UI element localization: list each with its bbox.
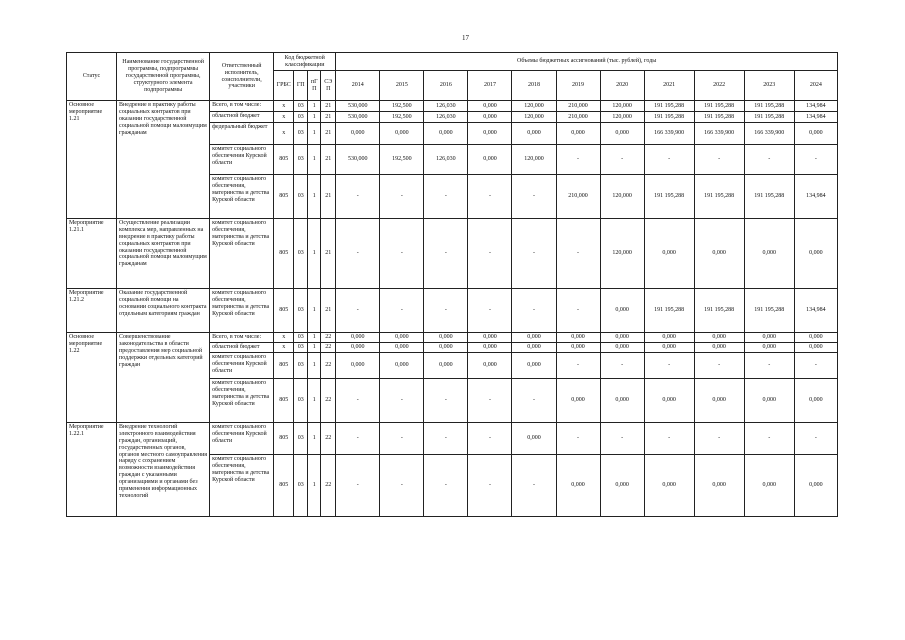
value-cell: - [600, 423, 644, 455]
value-cell: - [512, 379, 556, 423]
name-cell: Внедрение в практику работы социальных контрактов при оказании государственной социальной помощи малоимущим гражданам [117, 101, 210, 219]
value-cell: 0,000 [468, 353, 512, 379]
budget-table [66, 52, 838, 517]
value-cell: - [468, 455, 512, 517]
value-cell: - [424, 423, 468, 455]
value-cell: 0,000 [468, 123, 512, 145]
value-cell: 21 [321, 219, 336, 289]
value-cell: - [468, 379, 512, 423]
value-cell: 530,000 [336, 145, 380, 175]
value-cell: 210,000 [556, 112, 600, 123]
value-cell: - [512, 289, 556, 333]
value-cell: 0,000 [336, 123, 380, 145]
responsible-cell: Всего, в том числе: [210, 101, 274, 112]
value-cell: 1 [308, 379, 321, 423]
value-cell: 210,000 [556, 175, 600, 219]
value-cell: 1 [308, 333, 321, 343]
value-cell: 0,000 [600, 123, 644, 145]
value-cell: 805 [274, 423, 294, 455]
table-row [67, 333, 838, 343]
value-cell: 120,000 [512, 145, 556, 175]
value-cell: 0,000 [644, 219, 694, 289]
value-cell: 191 195,288 [694, 289, 744, 333]
value-cell: - [600, 145, 644, 175]
value-cell: 1 [308, 112, 321, 123]
value-cell: 0,000 [794, 123, 837, 145]
value-cell: 192,500 [380, 145, 424, 175]
status-cell: Основное мероприятие 1.21 [67, 101, 117, 219]
responsible-cell: комитет социального обеспечения, материнства и детства Курской области [210, 175, 274, 219]
value-cell: - [694, 353, 744, 379]
responsible-cell: комитет социального обеспечения Курской области [210, 353, 274, 379]
value-cell: 1 [308, 101, 321, 112]
value-cell: 0,000 [556, 455, 600, 517]
value-cell: 03 [294, 333, 308, 343]
value-cell: - [744, 423, 794, 455]
value-cell: 0,000 [336, 343, 380, 353]
value-cell: 03 [294, 455, 308, 517]
value-cell: x [274, 343, 294, 353]
value-cell: - [336, 423, 380, 455]
value-cell: 22 [321, 353, 336, 379]
value-cell: 0,000 [744, 333, 794, 343]
value-cell: 0,000 [468, 333, 512, 343]
header-year: 2018 [512, 71, 556, 101]
value-cell: - [468, 219, 512, 289]
header-code-col: пГП [308, 71, 321, 101]
value-cell: 126,030 [424, 101, 468, 112]
value-cell: 03 [294, 175, 308, 219]
value-cell: 0,000 [744, 343, 794, 353]
value-cell: - [468, 175, 512, 219]
value-cell: 1 [308, 219, 321, 289]
value-cell: 0,000 [380, 123, 424, 145]
responsible-cell: федеральный бюджет [210, 123, 274, 145]
value-cell: - [380, 379, 424, 423]
value-cell: 191 195,288 [694, 112, 744, 123]
value-cell: 0,000 [556, 333, 600, 343]
value-cell: - [336, 175, 380, 219]
value-cell: 0,000 [644, 455, 694, 517]
value-cell: 0,000 [336, 353, 380, 379]
name-cell: Осуществление реализации комплекса мер, направленных на внедрение в практику работы социальных контрактов при оказании государственной социальной помощи малоимущим гражданам [117, 219, 210, 289]
value-cell: - [424, 455, 468, 517]
value-cell: 191 195,288 [744, 101, 794, 112]
value-cell: 21 [321, 145, 336, 175]
header-responsible: Ответственный исполнитель, соисполнители, участники [210, 53, 274, 101]
responsible-cell: областной бюджет [210, 343, 274, 353]
value-cell: 191 195,288 [744, 289, 794, 333]
value-cell: - [424, 219, 468, 289]
responsible-cell: областной бюджет [210, 112, 274, 123]
value-cell: x [274, 123, 294, 145]
value-cell: 126,030 [424, 145, 468, 175]
value-cell: 03 [294, 123, 308, 145]
value-cell: 0,000 [600, 289, 644, 333]
status-cell: Основное мероприятие 1.22 [67, 333, 117, 423]
responsible-cell: комитет социального обеспечения, материнства и детства Курской области [210, 455, 274, 517]
value-cell: 0,000 [694, 455, 744, 517]
value-cell: 805 [274, 145, 294, 175]
value-cell: - [512, 455, 556, 517]
value-cell: x [274, 101, 294, 112]
value-cell: 191 195,288 [694, 175, 744, 219]
value-cell: 166 339,900 [644, 123, 694, 145]
header-year: 2020 [600, 71, 644, 101]
value-cell: - [644, 353, 694, 379]
value-cell: - [336, 379, 380, 423]
value-cell: 120,000 [600, 175, 644, 219]
value-cell: 0,000 [744, 379, 794, 423]
value-cell: 126,030 [424, 112, 468, 123]
value-cell: 191 195,288 [644, 175, 694, 219]
value-cell: 1 [308, 145, 321, 175]
header-year: 2014 [336, 71, 380, 101]
value-cell: 0,000 [600, 333, 644, 343]
value-cell: - [512, 219, 556, 289]
value-cell: 22 [321, 379, 336, 423]
value-cell: 0,000 [644, 343, 694, 353]
value-cell: 22 [321, 455, 336, 517]
value-cell: 0,000 [744, 455, 794, 517]
value-cell: 166 339,900 [694, 123, 744, 145]
value-cell: - [380, 289, 424, 333]
value-cell: 0,000 [794, 343, 837, 353]
value-cell: 22 [321, 343, 336, 353]
value-cell: - [556, 289, 600, 333]
responsible-cell: комитет социального обеспечения, материнства и детства Курской области [210, 219, 274, 289]
value-cell: - [424, 175, 468, 219]
value-cell: 530,000 [336, 112, 380, 123]
value-cell: - [744, 353, 794, 379]
value-cell: 21 [321, 101, 336, 112]
value-cell: 22 [321, 333, 336, 343]
table-row [67, 101, 838, 112]
table-row [67, 423, 838, 455]
value-cell: 0,000 [512, 333, 556, 343]
page-number: 17 [462, 34, 469, 42]
value-cell: - [794, 423, 837, 455]
value-cell: 134,984 [794, 175, 837, 219]
value-cell: - [424, 289, 468, 333]
name-cell: Внедрение технологий электронного взаимодействия граждан, организаций, государственных органов, органов местного самоуправления наряду с сохранением возможности взаимодействия граждан с указанными организациями и органами без применения информационных технологий [117, 423, 210, 517]
value-cell: 1 [308, 455, 321, 517]
value-cell: x [274, 333, 294, 343]
value-cell: 03 [294, 353, 308, 379]
value-cell: 191 195,288 [744, 112, 794, 123]
value-cell: - [556, 423, 600, 455]
header-year: 2023 [744, 71, 794, 101]
value-cell: 03 [294, 145, 308, 175]
value-cell: - [468, 423, 512, 455]
value-cell: 134,984 [794, 112, 837, 123]
header-year: 2024 [794, 71, 837, 101]
value-cell: 0,000 [468, 101, 512, 112]
value-cell: 134,984 [794, 101, 837, 112]
value-cell: 0,000 [694, 333, 744, 343]
header-year: 2019 [556, 71, 600, 101]
value-cell: 0,000 [512, 353, 556, 379]
value-cell: - [794, 145, 837, 175]
value-cell: - [424, 379, 468, 423]
header-code-col: ГРБС [274, 71, 294, 101]
value-cell: 1 [308, 289, 321, 333]
header-year: 2015 [380, 71, 424, 101]
value-cell: 03 [294, 289, 308, 333]
value-cell: 0,000 [512, 343, 556, 353]
value-cell: 0,000 [512, 123, 556, 145]
value-cell: 21 [321, 175, 336, 219]
value-cell: 805 [274, 219, 294, 289]
value-cell: 0,000 [512, 423, 556, 455]
value-cell: 805 [274, 289, 294, 333]
value-cell: 03 [294, 379, 308, 423]
value-cell: - [380, 423, 424, 455]
header-code-col: СЭП [321, 71, 336, 101]
value-cell: 0,000 [694, 379, 744, 423]
value-cell: 0,000 [794, 455, 837, 517]
responsible-cell: Всего, в том числе: [210, 333, 274, 343]
value-cell: 0,000 [468, 112, 512, 123]
value-cell: 191 195,288 [744, 175, 794, 219]
value-cell: 120,000 [600, 219, 644, 289]
value-cell: 805 [274, 379, 294, 423]
value-cell: 191 195,288 [644, 101, 694, 112]
header-year: 2022 [694, 71, 744, 101]
value-cell: 0,000 [600, 343, 644, 353]
value-cell: - [644, 145, 694, 175]
value-cell: 0,000 [556, 343, 600, 353]
name-cell: Оказание государственной социальной помощи на основании социального контракта отдельным категориям граждан [117, 289, 210, 333]
value-cell: 21 [321, 289, 336, 333]
value-cell: 0,000 [380, 343, 424, 353]
value-cell: - [694, 145, 744, 175]
header-name: Наименование государственной программы, подпрограммы государственной программы, структурного элемента подпрограммы [117, 53, 210, 101]
value-cell: 03 [294, 219, 308, 289]
status-cell: Мероприятие 1.21.2 [67, 289, 117, 333]
value-cell: 0,000 [468, 145, 512, 175]
value-cell: 0,000 [424, 353, 468, 379]
value-cell: 191 195,288 [644, 112, 694, 123]
value-cell: 120,000 [512, 101, 556, 112]
header-code-col: ГП [294, 71, 308, 101]
value-cell: 134,984 [794, 289, 837, 333]
value-cell: 192,500 [380, 101, 424, 112]
value-cell: 805 [274, 353, 294, 379]
value-cell: - [644, 423, 694, 455]
value-cell: 120,000 [512, 112, 556, 123]
value-cell: 0,000 [424, 333, 468, 343]
value-cell: 120,000 [600, 112, 644, 123]
value-cell: x [274, 112, 294, 123]
value-cell: 22 [321, 423, 336, 455]
value-cell: - [694, 423, 744, 455]
value-cell: 1 [308, 343, 321, 353]
value-cell: 210,000 [556, 101, 600, 112]
value-cell: - [380, 455, 424, 517]
status-cell: Мероприятие 1.21.1 [67, 219, 117, 289]
value-cell: 03 [294, 101, 308, 112]
value-cell: - [336, 455, 380, 517]
value-cell: 1 [308, 423, 321, 455]
value-cell: 0,000 [794, 333, 837, 343]
value-cell: 0,000 [556, 123, 600, 145]
value-cell: 03 [294, 112, 308, 123]
responsible-cell: комитет социального обеспечения Курской области [210, 423, 274, 455]
value-cell: 191 195,288 [644, 289, 694, 333]
value-cell: 0,000 [644, 333, 694, 343]
value-cell: 530,000 [336, 101, 380, 112]
value-cell: - [380, 219, 424, 289]
value-cell: 0,000 [336, 333, 380, 343]
value-cell: 120,000 [600, 101, 644, 112]
header-year: 2017 [468, 71, 512, 101]
header-year: 2021 [644, 71, 694, 101]
value-cell: - [794, 353, 837, 379]
value-cell: 21 [321, 123, 336, 145]
header-status: Статус [67, 53, 117, 101]
value-cell: - [556, 219, 600, 289]
value-cell: 0,000 [694, 219, 744, 289]
value-cell: 0,000 [468, 343, 512, 353]
value-cell: 0,000 [556, 379, 600, 423]
value-cell: 192,500 [380, 112, 424, 123]
value-cell: - [744, 145, 794, 175]
value-cell: 03 [294, 343, 308, 353]
value-cell: - [380, 175, 424, 219]
responsible-cell: комитет социального обеспечения, материнства и детства Курской области [210, 289, 274, 333]
value-cell: - [468, 289, 512, 333]
header-volumes: Объемы бюджетных ассигнований (тыс. рублей), годы [336, 53, 838, 71]
value-cell: 0,000 [694, 343, 744, 353]
table-row [67, 289, 838, 333]
name-cell: Совершенствование законодательства в области предоставления мер социальной поддержки отдельных категорий граждан [117, 333, 210, 423]
value-cell: - [336, 289, 380, 333]
value-cell: 191 195,288 [694, 101, 744, 112]
value-cell: 166 339,900 [744, 123, 794, 145]
value-cell: 0,000 [424, 343, 468, 353]
value-cell: - [336, 219, 380, 289]
status-cell: Мероприятие 1.22.1 [67, 423, 117, 517]
table-row [67, 219, 838, 289]
value-cell: 805 [274, 455, 294, 517]
value-cell: 0,000 [600, 379, 644, 423]
responsible-cell: комитет социального обеспечения, материнства и детства Курской области [210, 379, 274, 423]
value-cell: - [556, 145, 600, 175]
value-cell: 1 [308, 123, 321, 145]
value-cell: - [512, 175, 556, 219]
header-code: Код бюджетной классификации [274, 53, 336, 71]
value-cell: 0,000 [744, 219, 794, 289]
value-cell: - [556, 353, 600, 379]
value-cell: - [600, 353, 644, 379]
value-cell: 0,000 [794, 219, 837, 289]
value-cell: 0,000 [380, 353, 424, 379]
header-year: 2016 [424, 71, 468, 101]
value-cell: 1 [308, 353, 321, 379]
value-cell: 0,000 [644, 379, 694, 423]
value-cell: 03 [294, 423, 308, 455]
value-cell: 0,000 [794, 379, 837, 423]
value-cell: 805 [274, 175, 294, 219]
value-cell: 0,000 [424, 123, 468, 145]
value-cell: 0,000 [600, 455, 644, 517]
value-cell: 0,000 [380, 333, 424, 343]
responsible-cell: комитет социального обеспечения Курской области [210, 145, 274, 175]
value-cell: 21 [321, 112, 336, 123]
value-cell: 1 [308, 175, 321, 219]
